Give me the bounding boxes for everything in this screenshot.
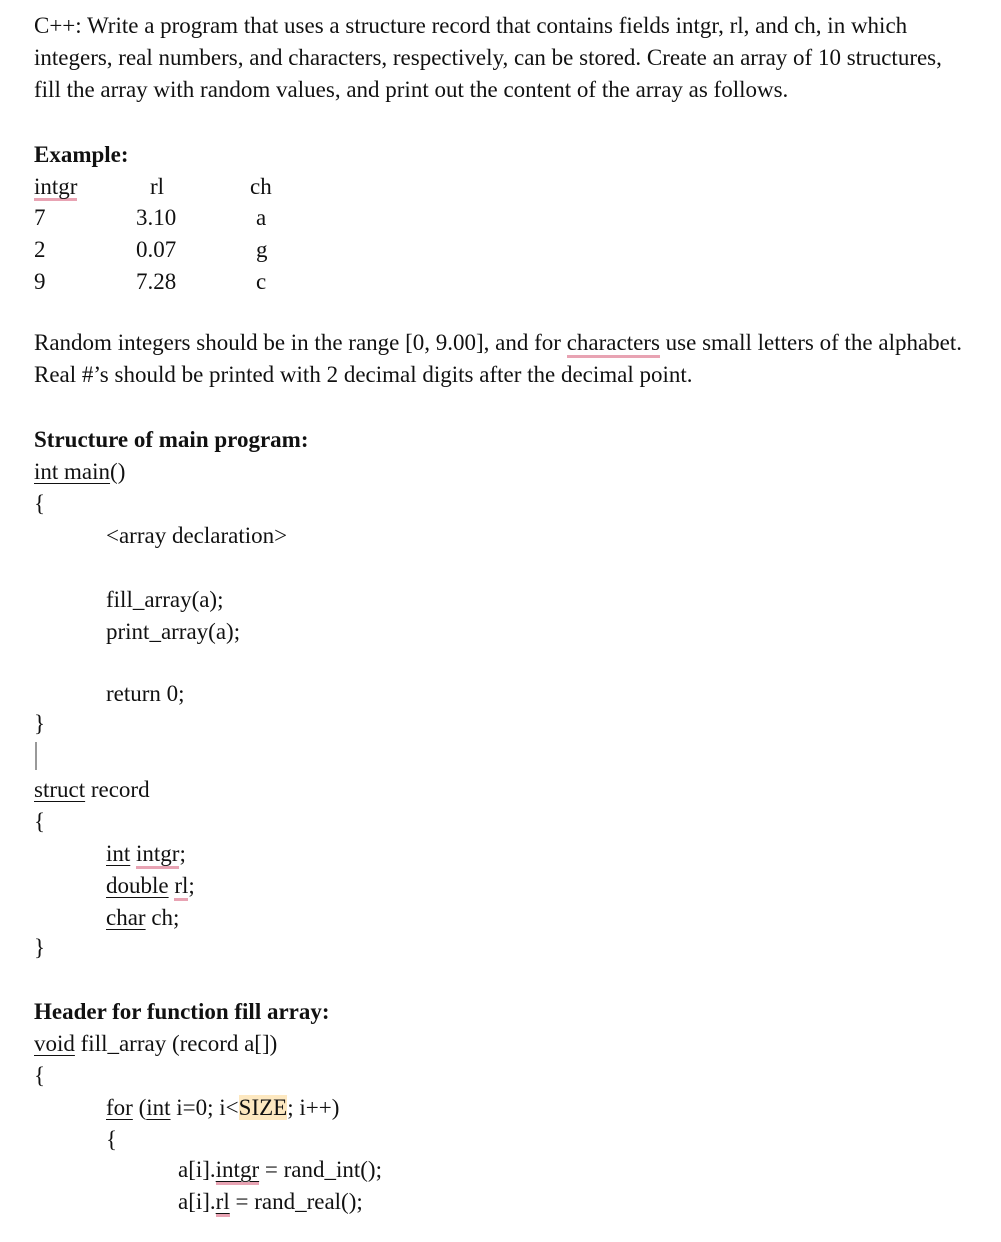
loop-condition: i=0; i< (170, 1095, 239, 1120)
size-constant: SIZE (238, 1095, 288, 1120)
struct-field-ch (106, 906, 179, 929)
intro-paragraph: C++: Write a program that uses a structure record that contains fields intgr, rl, and ch, in which integers, real numbers, and characters, respectively, can be stored. Create an array of 10 structures, fill the array with random values, and print out the content of the array as follows. (34, 13, 942, 102)
main-parens: () (110, 459, 126, 484)
type-int: int (146, 1095, 171, 1120)
fill-heading: Header for function fill array: (34, 999, 330, 1024)
rand-real-call: = rand_real(); (229, 1189, 363, 1214)
type-int: int (106, 841, 131, 866)
text-cursor (35, 742, 37, 770)
semicolon: ; (179, 841, 186, 866)
int-main-keyword: int main (34, 459, 111, 484)
characters-word: characters (567, 330, 660, 358)
array-declaration: <array declaration> (106, 523, 288, 548)
cell-intgr: 2 (34, 237, 46, 262)
field-name-intgr: intgr (136, 841, 179, 869)
cell-intgr: 7 (34, 205, 46, 230)
array-access: a[i]. (178, 1157, 216, 1182)
random-text-1: Random integers should be in the range [0, 9.00], and for (34, 330, 567, 355)
fill-signature-rest: fill_array (record a[]) (74, 1031, 278, 1056)
struct-field-rl (106, 874, 195, 897)
loop-increment: ; i++) (287, 1095, 340, 1120)
semicolon: ; (188, 873, 195, 898)
cell-rl: 0.07 (136, 237, 177, 262)
for-open-brace: { (106, 1127, 118, 1152)
print-array-call: print_array(a); (106, 619, 241, 644)
for-loop-header (106, 1096, 339, 1119)
cell-rl: 7.28 (136, 269, 177, 294)
type-double: double (106, 873, 169, 898)
cell-ch: g (256, 237, 268, 262)
cell-intgr: 9 (34, 269, 46, 294)
field-rl: rl (216, 1189, 230, 1217)
main-close-brace: } (34, 711, 46, 736)
type-char: char (106, 905, 146, 930)
fill-open-brace: { (34, 1063, 46, 1088)
cell-ch: a (256, 205, 267, 230)
col-header-intgr: intgr (34, 174, 78, 199)
assign-rl-line (178, 1190, 363, 1213)
struct-declaration (34, 778, 150, 801)
col-header-rl: rl (150, 174, 165, 199)
assign-intgr-line (178, 1158, 382, 1181)
random-values-paragraph (34, 327, 974, 391)
main-signature (34, 460, 125, 483)
struct-field-intgr (106, 842, 186, 865)
open-paren: ( (132, 1095, 147, 1120)
void-keyword: void (34, 1031, 75, 1056)
field-name-rl: rl (174, 873, 188, 901)
main-open-brace: { (34, 491, 46, 516)
struct-name: record (85, 777, 150, 802)
cell-rl: 3.10 (136, 205, 177, 230)
random-text-2: use small letters of the alphabet. Real #’s should be printed with 2 decimal digits after the decimal point. (34, 330, 963, 387)
struct-open-brace: { (34, 809, 46, 834)
cell-ch: c (256, 269, 267, 294)
return-statement: return 0; (106, 681, 185, 706)
for-keyword: for (106, 1095, 133, 1120)
fill-array-call: fill_array(a); (106, 587, 224, 612)
col-header-ch: ch (250, 174, 272, 199)
array-access: a[i]. (178, 1189, 216, 1214)
field-intgr: intgr (216, 1157, 259, 1185)
struct-close-brace: } (34, 935, 46, 960)
struct-keyword: struct (34, 777, 86, 802)
example-heading: Example: (34, 142, 129, 167)
field-name-ch: ch; (145, 905, 180, 930)
rand-int-call: = rand_int(); (259, 1157, 382, 1182)
main-heading: Structure of main program: (34, 427, 309, 452)
fill-signature (34, 1032, 277, 1055)
